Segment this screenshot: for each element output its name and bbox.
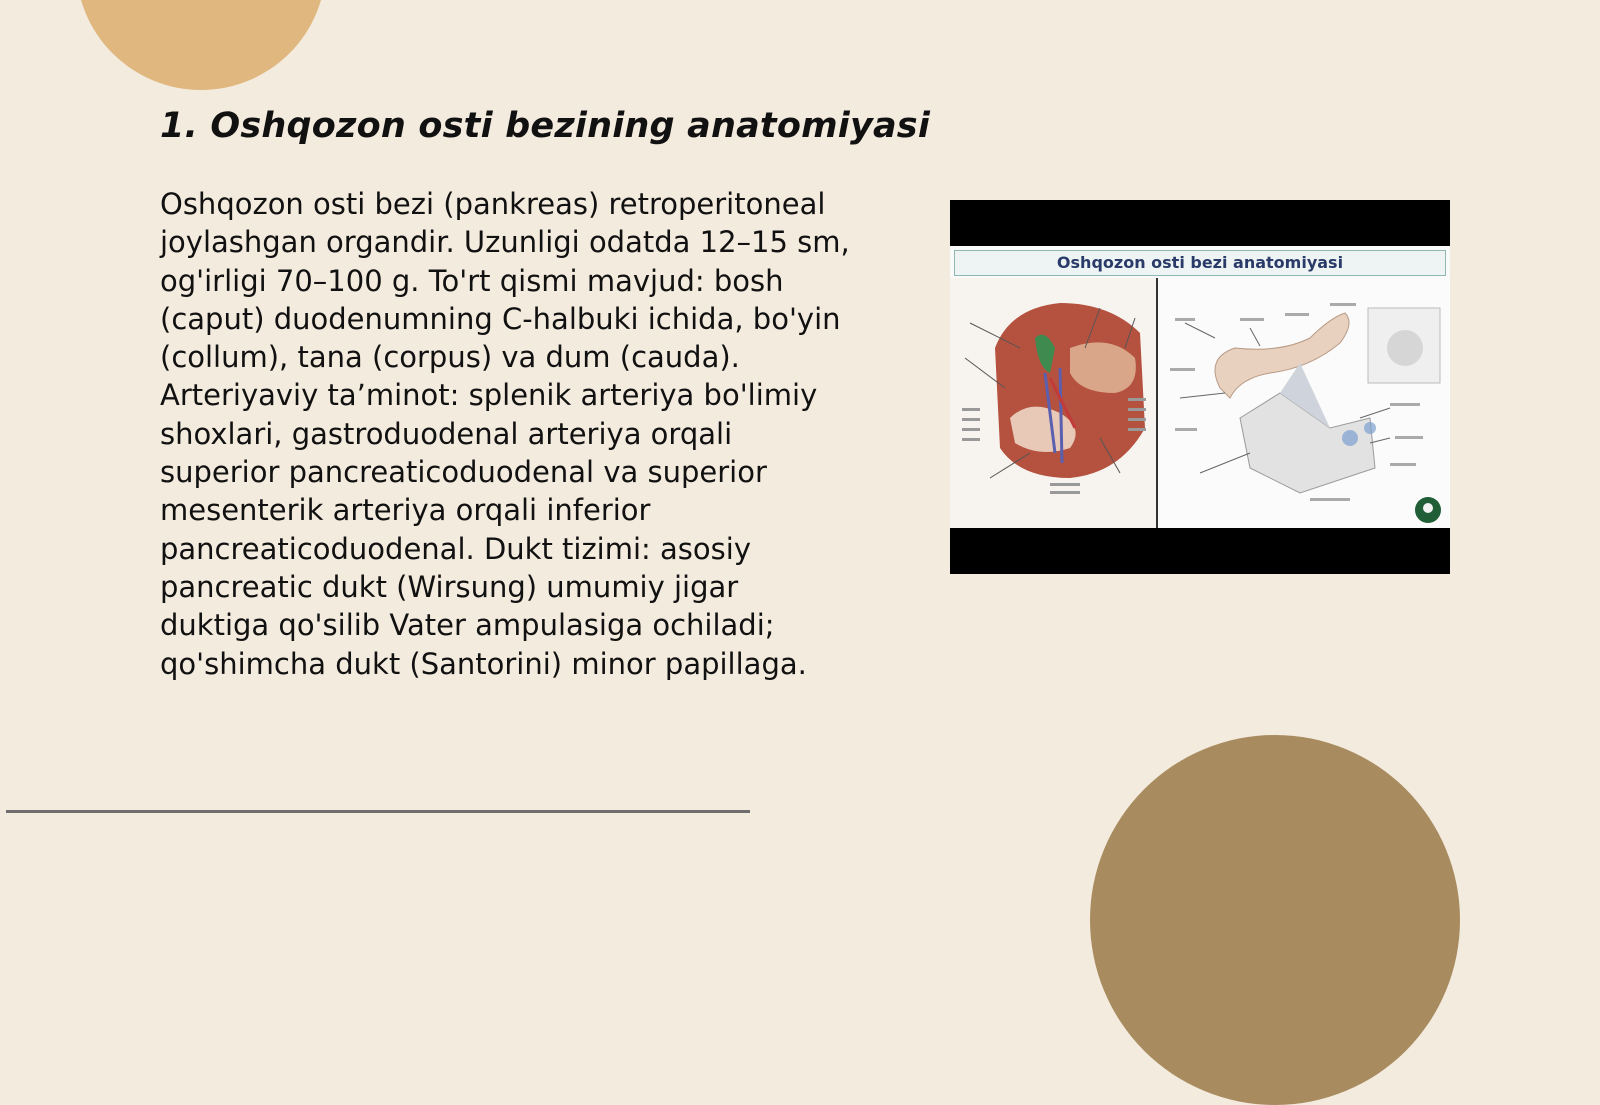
- pancreas-illustration: [950, 278, 1450, 528]
- decorative-circle-bottom: [1090, 735, 1460, 1105]
- figure-caption: Oshqozon osti bezi anatomiyasi: [954, 250, 1446, 276]
- slide-title: 1. Oshqozon osti bezining anatomiyasi: [160, 106, 931, 146]
- slide-body-text: Oshqozon osti bezi (pankreas) retroperitoneal joylashgan organdir. Uzunligi odatda 12–15 sm, og'irligi 70–100 g. To'rt qismi mavjud: bosh (caput) duodenumning C-halbuki ichida, bo'yin (collum), tana (corpus) va dum (cauda). Arteriyaviy ta’minot: splenik arteriya bo'limiy shoxlari, gastroduodenal arteriya orqali superior pancreaticoduodenal va superior mesenterik arteriya orqali inferior pancreaticoduodenal. Dukt tizimi: asosiy pancreatic dukt (Wirsung) umumiy jigar duktiga qo'silib Vater ampulasiga ochiladi; qo'shimcha dukt (Santorini) minor papillaga.: [160, 187, 850, 681]
- divider-line: [6, 810, 750, 813]
- anatomy-figure: [950, 200, 1450, 574]
- figure-content: [950, 246, 1450, 528]
- decorative-circle-top: [76, 0, 326, 90]
